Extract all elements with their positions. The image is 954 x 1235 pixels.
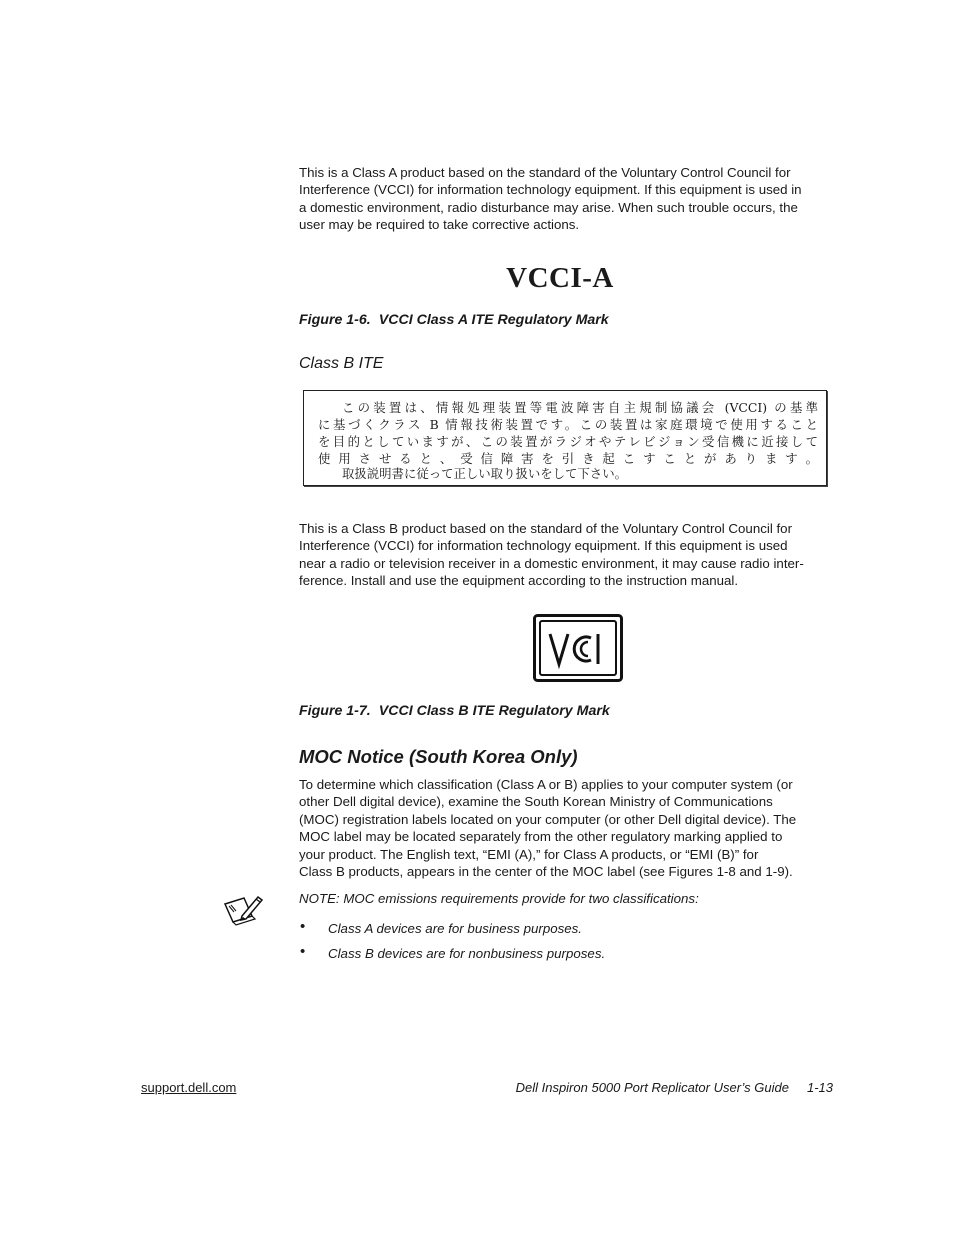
guide-title: Dell Inspiron 5000 Port Replicator User’s Guide — [515, 1080, 789, 1095]
figure-1-6-caption — [299, 312, 609, 328]
paragraph-line: Interference (VCCI) for information technology equipment. If this equipment is used — [299, 538, 788, 554]
note-pencil-icon — [222, 894, 264, 928]
paragraph-line: your product. The English text, “EMI (A),” for Class A products, or “EMI (B)” for — [299, 846, 759, 862]
paragraph-line: This is a Class B product based on the standard of the Voluntary Control Council for — [299, 521, 792, 536]
paragraph-line: user may be required to take corrective actions. — [299, 217, 580, 233]
paragraph-line: other Dell digital device), examine the South Korean Ministry of Communications — [299, 794, 773, 810]
bullet-item: Class B devices are for nonbusiness purposes. — [328, 946, 606, 961]
figure-1-7-caption — [299, 703, 610, 719]
figure-title: VCCI Class A ITE Regulatory Mark — [378, 312, 609, 328]
japanese-notice-line: 使 用 さ せ る と 、 受 信 障 害 を 引 き 起 こ す こ と が あ り ま す 。 — [318, 451, 818, 466]
note-text: NOTE: MOC emissions requirements provide for two classifications: — [299, 891, 699, 906]
bullet-item: Class A devices are for business purposes. — [328, 921, 582, 936]
japanese-notice-line: を目的としていますが、この装置がラジオやテレビジョン受信機に近接して — [318, 434, 818, 449]
website-link[interactable]: support.dell.com — [141, 1080, 237, 1095]
vcci-a-mark: VCCI-A — [506, 262, 614, 294]
figure-number: Figure 1-7. — [299, 703, 371, 719]
class-b-paragraph — [299, 520, 839, 590]
paragraph-line: To determine which classification (Class A or B) applies to your computer system (or — [299, 777, 793, 792]
paragraph-line: ference. Install and use the equipment according to the instruction manual. — [299, 573, 739, 589]
bullet-dot: • — [300, 943, 306, 960]
vcci-logo-icon — [533, 614, 623, 682]
paragraph-line: MOC label may be located separately from the other regulatory marking applied to — [299, 829, 783, 845]
vcci-logo — [533, 614, 623, 682]
moc-paragraph — [299, 776, 839, 880]
japanese-notice-box — [303, 390, 827, 486]
paragraph-line: This is a Class A product based on the standard of the Voluntary Control Council for — [299, 165, 791, 180]
paragraph-line: a domestic environment, radio disturbance may arise. When such trouble occurs, the — [299, 199, 798, 215]
japanese-notice-line: に基づくクラス B 情報技術装置です。この装置は家庭環境で使用すること — [318, 417, 818, 432]
paragraph-line: (MOC) registration labels located on your computer (or other Dell digital device). The — [299, 811, 797, 827]
figure-number: Figure 1-6. — [299, 312, 371, 328]
paragraph-line: near a radio or television receiver in a domestic environment, it may cause radio inter- — [299, 555, 804, 571]
japanese-notice-line: 取扱説明書に従って正しい取り扱いをして下さい。 — [342, 466, 627, 481]
bullet-dot: • — [300, 918, 306, 935]
paragraph-line: Class B products, appears in the center of the MOC label (see Figures 1-8 and 1-9). — [299, 864, 793, 880]
paragraph-line: Interference (VCCI) for information technology equipment. If this equipment is used in — [299, 182, 802, 198]
page-footer — [516, 1080, 833, 1095]
page-number: 1-13 — [806, 1080, 833, 1095]
moc-heading: MOC Notice (South Korea Only) — [299, 746, 578, 767]
figure-title: VCCI Class B ITE Regulatory Mark — [378, 703, 610, 719]
class-b-heading: Class B ITE — [299, 355, 384, 372]
japanese-notice-line: この装置は、情報処理装置等電波障害自主規制協議会 (VCCI) の基準 — [342, 400, 818, 415]
class-a-paragraph — [299, 164, 839, 234]
